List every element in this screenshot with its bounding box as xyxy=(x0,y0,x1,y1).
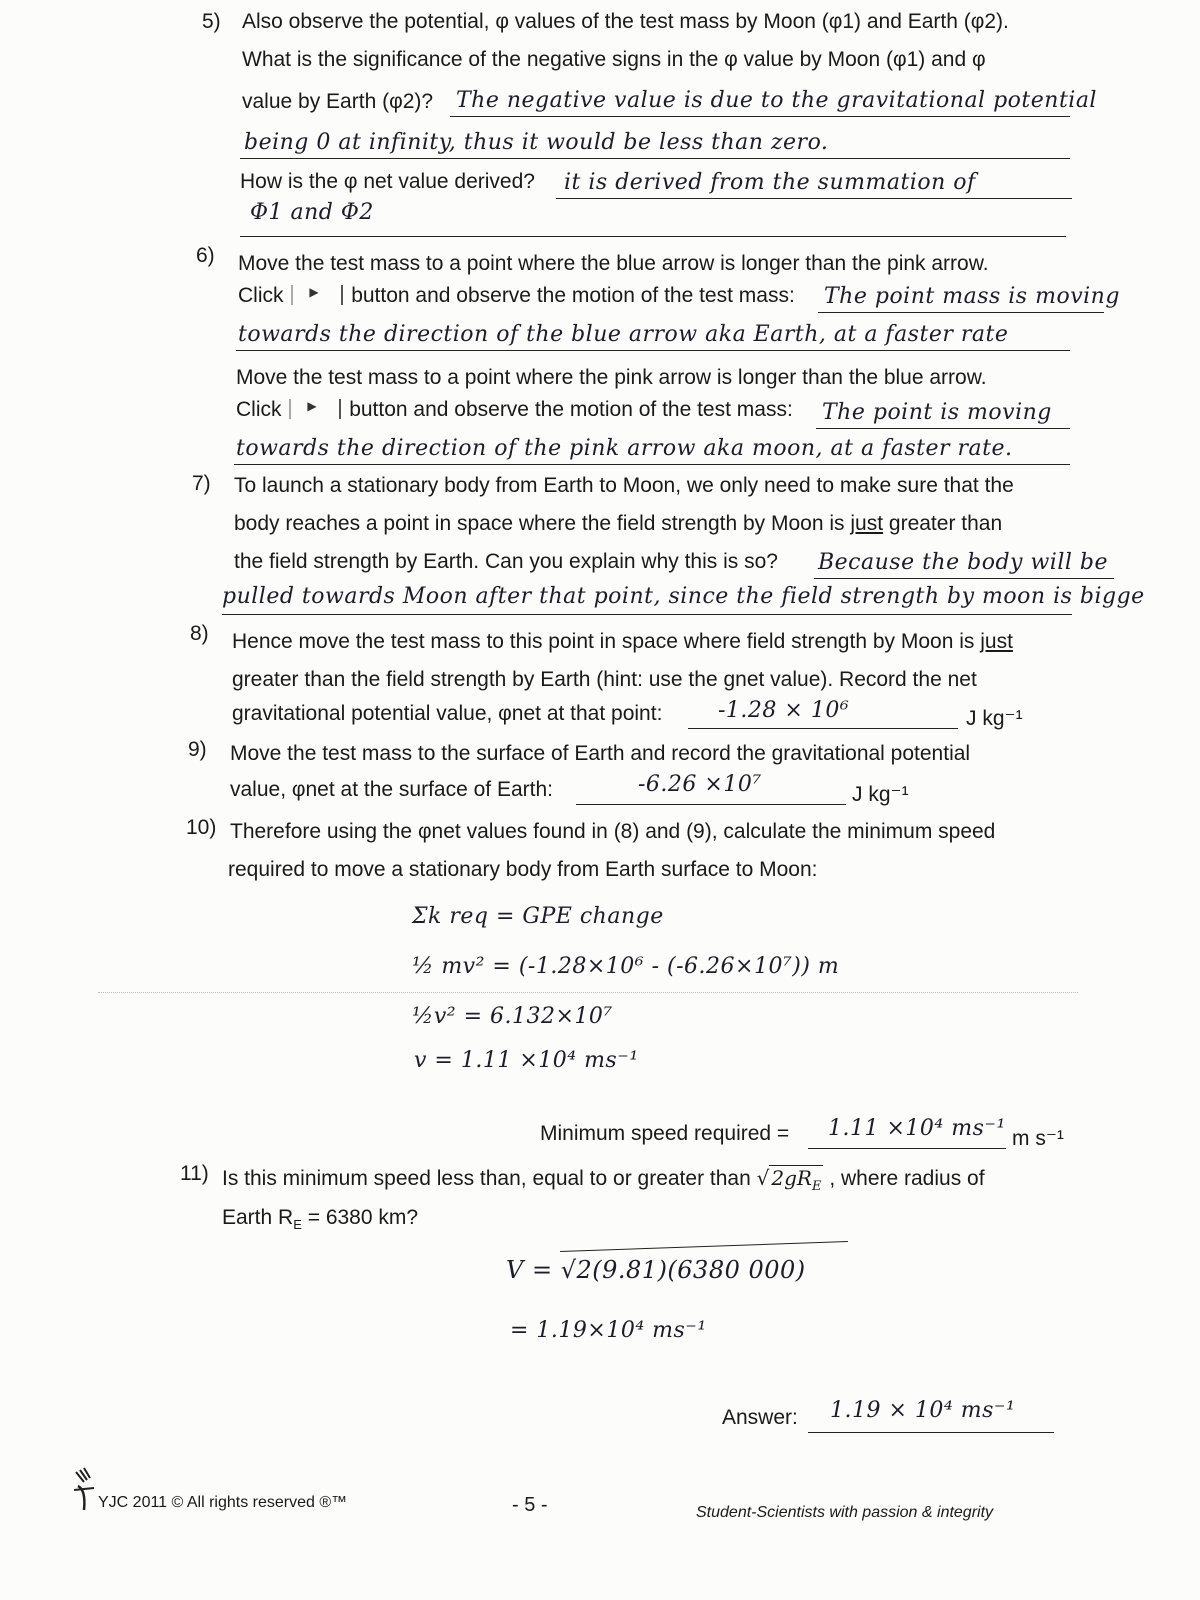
q6-click1 xyxy=(238,284,795,308)
q6-answer-line-4 xyxy=(234,464,1070,465)
q7-line1: To launch a stationary body from Earth to Moon, we only need to make sure that the xyxy=(234,474,1014,497)
q6-answer-2a: The point is moving xyxy=(822,400,1052,425)
q6-answer-line-3 xyxy=(816,428,1070,429)
q5-line4-prefix: How is the φ net value derived? xyxy=(240,170,535,193)
q10-working-3: ½v² = 6.132×10⁷ xyxy=(412,1004,613,1029)
q8-unit: J kg⁻¹ xyxy=(966,707,1023,730)
q11-line1-pre: Is this minimum speed less than, equal to or greater than xyxy=(222,1167,751,1190)
q8-number: 8) xyxy=(190,622,209,645)
yjc-logo-icon xyxy=(72,1466,98,1512)
q6-answer-1b: towards the direction of the blue arrow aka Earth, at a faster rate xyxy=(238,322,1009,347)
q5-answer-2a: it is derived from the summation of xyxy=(564,170,976,195)
q11-sqrt: √ $2gR_E$ xyxy=(756,1166,822,1194)
dotted-divider xyxy=(98,992,1078,993)
q7-answer-a: Because the body will be xyxy=(818,550,1108,575)
q10-working-4: v = 1.11 ×10⁴ ms⁻¹ xyxy=(414,1048,639,1073)
q5-answer-1a: The negative value is due to the gravitational potential xyxy=(456,88,1097,113)
q11-line2-sub: E xyxy=(293,1217,302,1233)
q10-number: 10) xyxy=(186,816,217,839)
q8-line1-just: just xyxy=(980,630,1013,653)
q7-line2 xyxy=(234,512,1002,536)
q5-answer-1b: being 0 at infinity, thus it would be less than zero. xyxy=(244,130,829,155)
q6-click1-post: button and observe the motion of the test mass: xyxy=(351,284,795,307)
q6-answer-2b: towards the direction of the pink arrow aka moon, at a faster rate. xyxy=(236,436,1013,461)
q8-answer: -1.28 × 10⁶ xyxy=(718,698,850,723)
q10-min-speed-label: Minimum speed required = xyxy=(540,1122,790,1145)
q11-sqrt-sub: E xyxy=(811,1179,822,1194)
q11-answer-line xyxy=(808,1432,1054,1433)
q11-answer: 1.19 × 10⁴ ms⁻¹ xyxy=(830,1398,1016,1423)
q8-line1 xyxy=(232,630,1013,654)
q9-line2: value, φnet at the surface of Earth: xyxy=(230,778,553,801)
q7-number: 7) xyxy=(192,472,211,495)
q9-unit: J kg⁻¹ xyxy=(852,783,909,806)
q5-answer-line-4 xyxy=(240,236,1066,237)
q7-answer-line-1 xyxy=(814,578,1114,579)
q11-working-1: V = √2(9.81)(6380 000) xyxy=(506,1256,806,1284)
play-button-icon[interactable] xyxy=(289,399,341,419)
q5-line3-prefix: value by Earth (φ2)? xyxy=(242,90,434,113)
q11-line2 xyxy=(222,1206,418,1232)
q9-line1: Move the test mass to the surface of Earth and record the gravitational potential xyxy=(230,742,971,765)
q11-number: 11) xyxy=(180,1162,209,1185)
q6-answer-line-2 xyxy=(236,350,1070,351)
q6-number: 6) xyxy=(196,244,215,267)
q9-answer-line xyxy=(576,804,846,805)
q6-line2: Move the test mass to a point where the pink arrow is longer than the blue arrow. xyxy=(236,366,987,389)
q6-line1: Move the test mass to a point where the blue arrow is longer than the pink arrow. xyxy=(238,252,989,275)
q11-sqrt-expr: 2gR xyxy=(771,1166,812,1190)
q9-answer: -6.26 ×10⁷ xyxy=(638,772,762,797)
q5-answer-line-2 xyxy=(240,158,1070,159)
footer-copyright: YJC 2011 © All rights reserved ®™ xyxy=(98,1494,348,1511)
q7-answer-line-2 xyxy=(222,614,1072,615)
q7-line2-post: greater than xyxy=(888,512,1003,535)
q8-line3: gravitational potential value, φnet at that point: xyxy=(232,702,663,725)
play-button-icon[interactable] xyxy=(291,285,343,305)
q10-min-speed-unit: m s⁻¹ xyxy=(1012,1127,1064,1150)
q10-line2: required to move a stationary body from Earth surface to Moon: xyxy=(228,858,818,881)
q11-line1-post: , where radius of xyxy=(829,1167,985,1190)
q7-line2-pre: body reaches a point in space where the field strength by Moon is xyxy=(234,512,845,535)
q10-min-speed-line xyxy=(808,1148,1006,1149)
q7-answer-b: pulled towards Moon after that point, since the field strength by moon is bigge xyxy=(222,584,1145,609)
q5-line2: What is the significance of the negative signs in the φ value by Moon (φ1) and φ xyxy=(242,48,986,71)
q11-line2-post: = 6380 km? xyxy=(307,1206,419,1229)
q6-answer-1a: The point mass is moving xyxy=(824,284,1120,309)
q6-click2-post: button and observe the motion of the test mass: xyxy=(349,398,793,421)
q9-number: 9) xyxy=(188,738,207,761)
q11-line2-text: Earth R xyxy=(222,1206,294,1229)
page-number: - 5 - xyxy=(512,1494,548,1516)
q7-line3: the field strength by Earth. Can you explain why this is so? xyxy=(234,550,778,573)
footer-motto: Student-Scientists with passion & integrity xyxy=(696,1504,994,1521)
q11-line1 xyxy=(222,1166,985,1194)
q5-line1: Also observe the potential, φ values of the test mass by Moon (φ1) and Earth (φ2). xyxy=(242,10,1009,33)
q5-answer-line-1 xyxy=(450,116,1070,117)
q11-sqrt-bar xyxy=(560,1241,848,1252)
q10-min-speed-answer: 1.11 ×10⁴ ms⁻¹ xyxy=(828,1116,1006,1141)
q8-line2: greater than the field strength by Earth (hint: use the gnet value). Record the net xyxy=(232,668,977,691)
q5-answer-2b: Φ1 and Φ2 xyxy=(250,200,374,225)
q11-answer-label: Answer: xyxy=(722,1406,798,1429)
q10-working-2: ½ mv² = (-1.28×10⁶ - (-6.26×10⁷)) m xyxy=(412,954,840,979)
q5-number: 5) xyxy=(202,10,221,33)
q5-answer-line-3 xyxy=(556,198,1072,199)
q8-answer-line xyxy=(688,728,958,729)
q6-answer-line-1 xyxy=(818,312,1104,313)
q6-click2-pre: Click xyxy=(236,398,282,421)
q6-click1-pre: Click xyxy=(238,284,284,307)
q8-line1-pre: Hence move the test mass to this point in space where field strength by Moon is xyxy=(232,630,975,653)
q6-click2 xyxy=(236,398,793,422)
q10-working-1: Σk req = GPE change xyxy=(412,904,664,929)
q11-working-2: = 1.19×10⁴ ms⁻¹ xyxy=(510,1318,707,1343)
q7-line2-just: just xyxy=(850,512,884,535)
q10-line1: Therefore using the φnet values found in (8) and (9), calculate the minimum speed xyxy=(230,820,996,843)
